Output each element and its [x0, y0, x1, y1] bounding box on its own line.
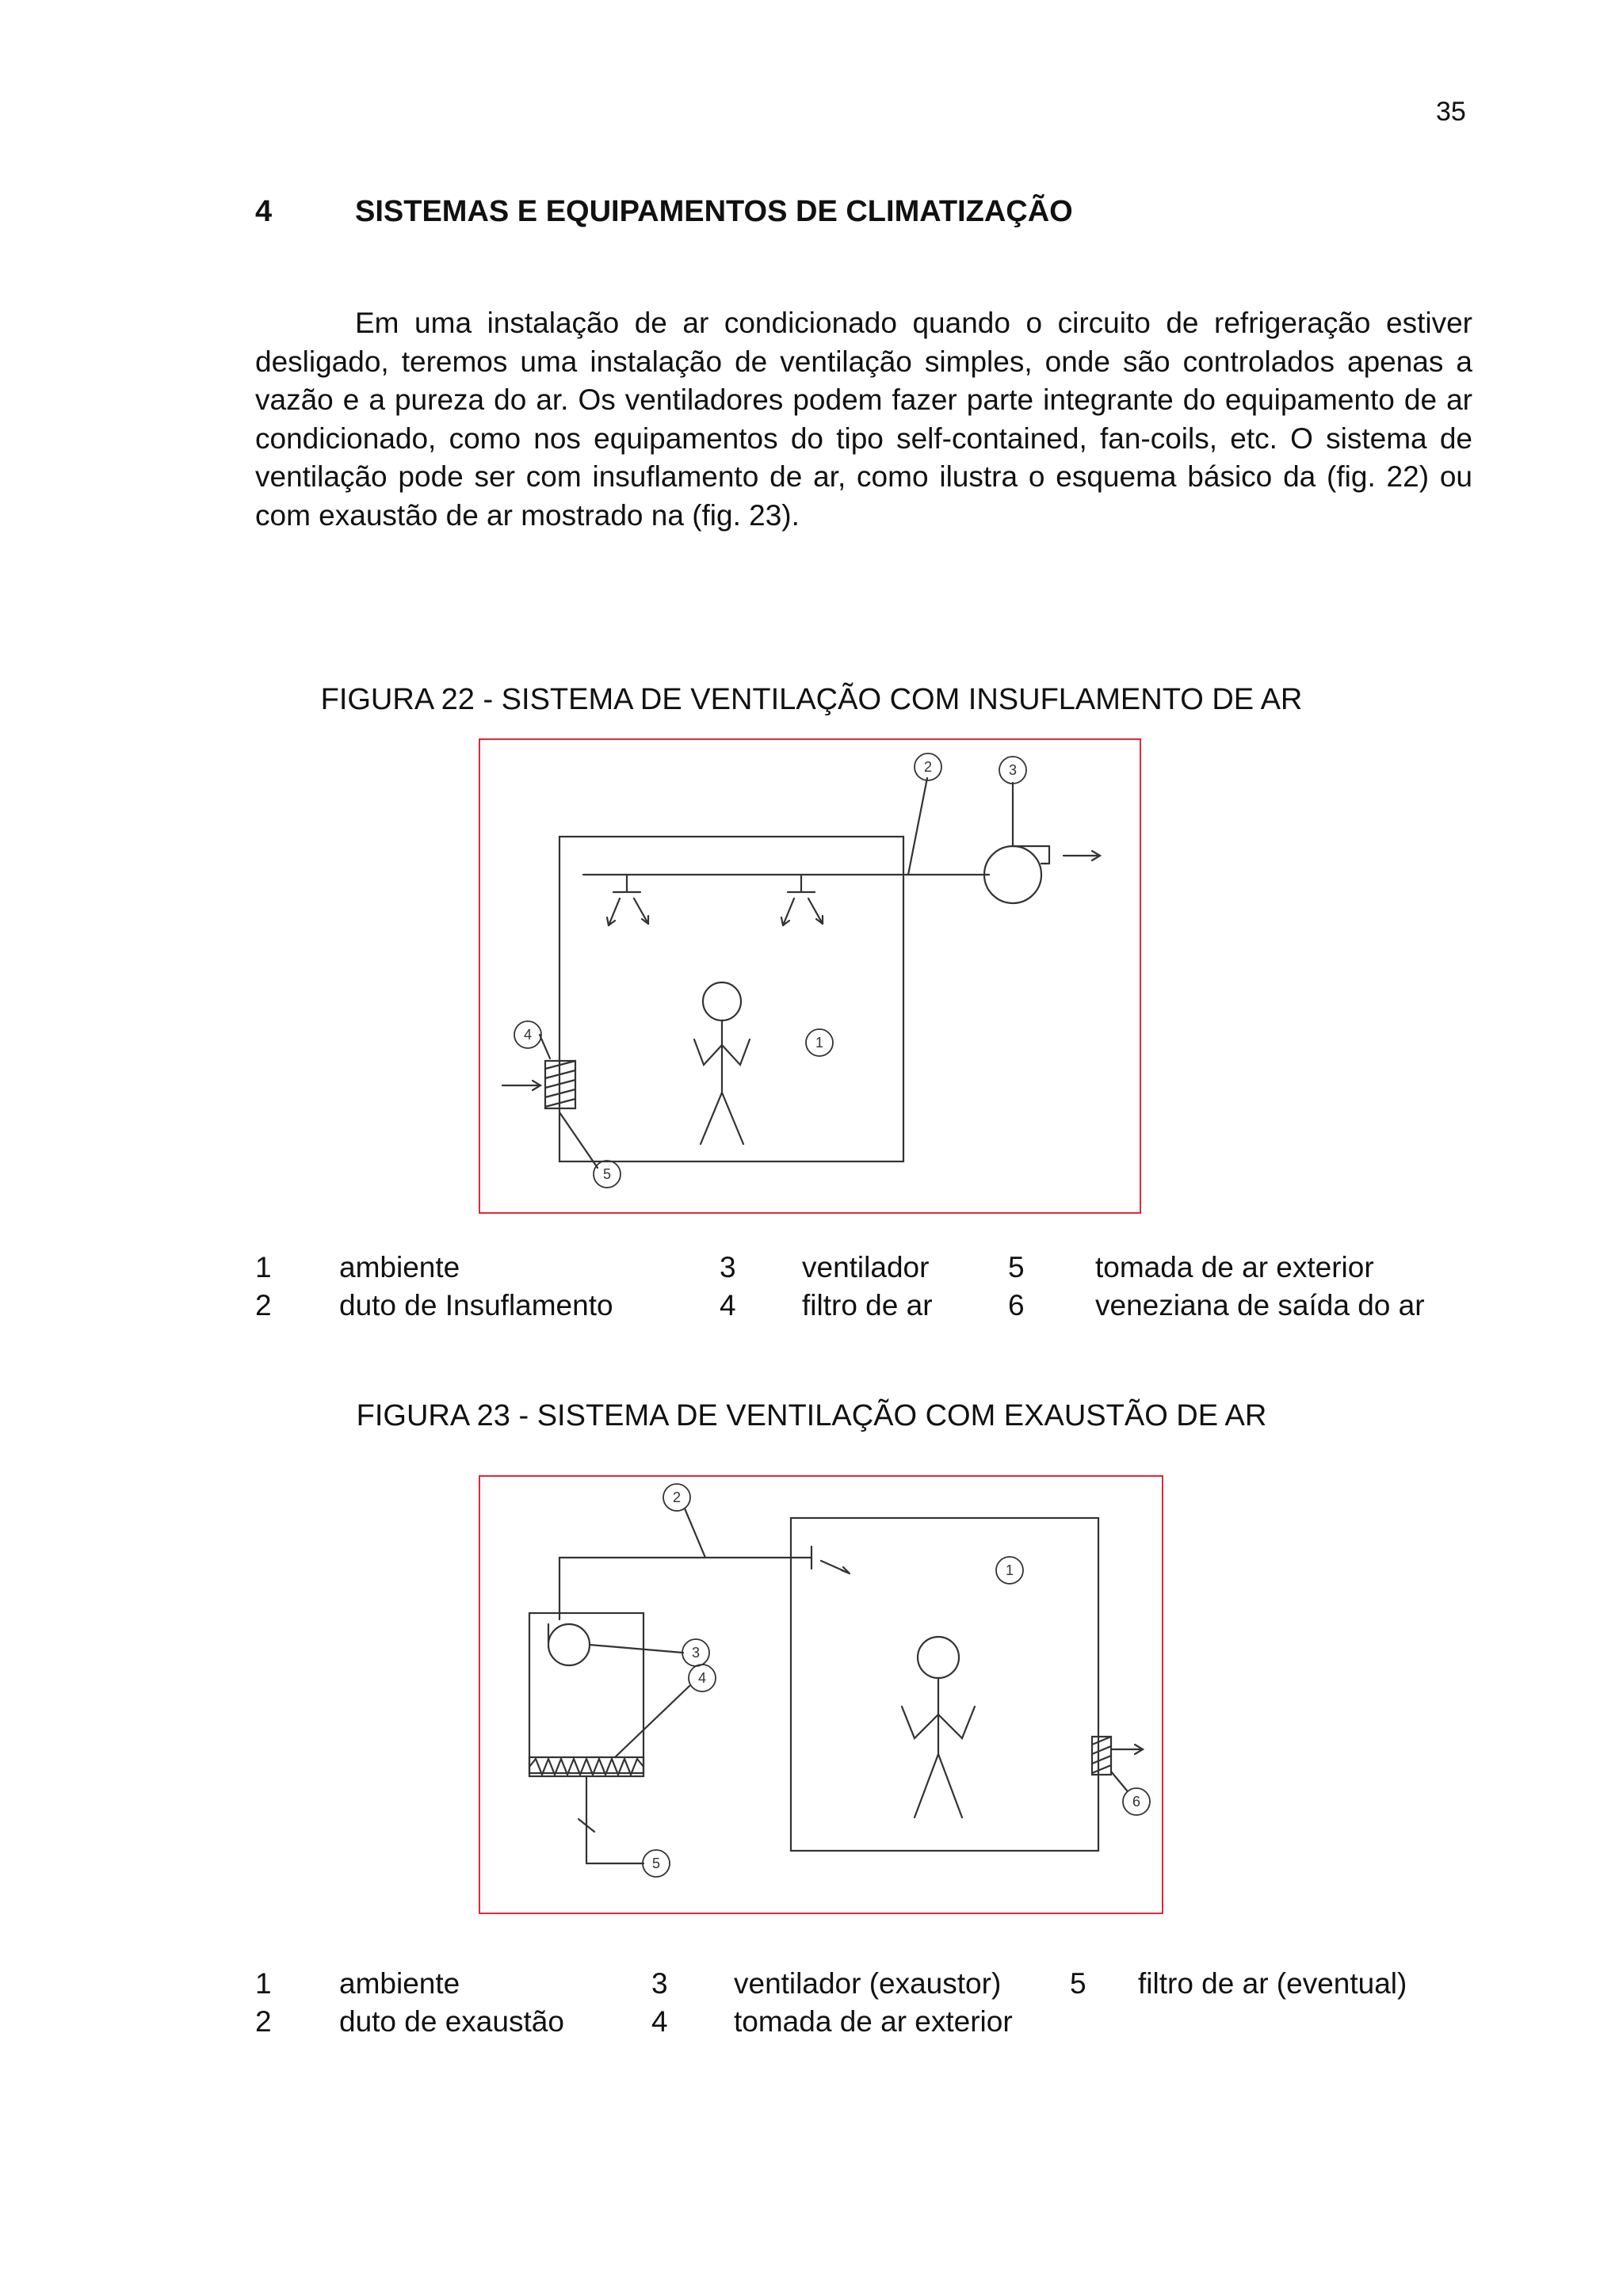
legend-number — [1070, 2003, 1138, 2041]
callout-1-label: 1 — [1005, 1562, 1014, 1578]
figure-23-legend — [255, 1965, 1491, 2041]
legend-label: ambiente — [339, 1251, 460, 1283]
legend-number: 3 — [651, 1967, 668, 2000]
callout-1-label: 1 — [815, 1035, 824, 1051]
legend-label: tomada de ar exterior — [734, 2005, 1013, 2038]
person-icon — [694, 982, 750, 1144]
legend-label: ventilador — [802, 1251, 930, 1283]
callout-4-label: 4 — [523, 1027, 533, 1043]
legend-label: duto de Insuflamento — [339, 1289, 613, 1322]
callout-4-leader — [615, 1686, 689, 1757]
diffuser-right — [781, 875, 823, 925]
callout-3-leader — [590, 1645, 683, 1653]
callout-6-label: 6 — [1132, 1794, 1141, 1810]
intro-paragraph: Em uma instalação de ar condicionado quando o circuito de refrigeração estiver desligado, teremos uma instalação de ventilação simples, onde são controlados apenas a vazão e a pureza do ar. Os ventiladores podem fazer parte integrante do equipamento de ar condicionado, como nos equipamentos do tipo self-contained, fan-coils, etc. O sistema de ventilação pode ser com insuflamento de ar, como ilustra o esquema básico da (fig. 22) ou com exaustão de ar mostrado na (fig. 23). — [255, 307, 1472, 532]
figure-22-svg — [480, 740, 1140, 1212]
figure-22-caption: FIGURA 22 - SISTEMA DE VENTILAÇÃO COM INSUFLAMENTO DE AR — [320, 683, 1303, 716]
page-number: 35 — [1436, 97, 1466, 127]
callout-2-label: 2 — [923, 759, 933, 775]
legend-label: veneziana de saída do ar — [1095, 1289, 1425, 1322]
figure-22-legend — [255, 1249, 1491, 1325]
legend-label: filtro de ar (eventual) — [1138, 1967, 1407, 2000]
legend-number: 4 — [720, 1289, 736, 1322]
callout-2-label: 2 — [672, 1489, 682, 1505]
legend-label: tomada de ar exterior — [1095, 1251, 1374, 1283]
figure-23-caption: FIGURA 23 - SISTEMA DE VENTILAÇÃO COM EXAUSTÃO DE AR — [356, 1399, 1267, 1432]
callout-3-label: 3 — [691, 1645, 701, 1661]
callout-2-leader — [908, 778, 927, 875]
chapter-title: SISTEMAS E EQUIPAMENTOS DE CLIMATIZAÇÃO — [355, 195, 1073, 228]
legend-row — [255, 1965, 1491, 2003]
legend-number: 3 — [720, 1251, 736, 1283]
legend-number: 5 — [1008, 1251, 1025, 1283]
legend-number: 5 — [1070, 1967, 1086, 2000]
figure-23-diagram — [479, 1475, 1163, 1914]
chapter-heading — [255, 195, 1073, 229]
legend-number: 2 — [255, 1289, 272, 1322]
legend-number: 4 — [651, 2005, 668, 2038]
outlet-louver-icon — [1092, 1737, 1143, 1775]
legend-label: duto de exaustão — [339, 2005, 564, 2038]
room-outline — [559, 837, 903, 1161]
callout-5-label: 5 — [602, 1166, 612, 1182]
legend-number: 2 — [255, 2005, 272, 2038]
exhaust-duct — [559, 1558, 812, 1619]
legend-number: 1 — [255, 1967, 272, 2000]
legend-number: 1 — [255, 1251, 272, 1283]
fan-icon — [548, 1624, 590, 1665]
legend-label: filtro de ar — [802, 1289, 933, 1322]
legend-row — [255, 1249, 1491, 1287]
legend-label — [1138, 2003, 1491, 2041]
callout-5-leader — [559, 1112, 598, 1168]
air-filter-icon — [502, 1061, 575, 1108]
person-icon — [902, 1637, 975, 1817]
fan-icon — [984, 846, 1100, 903]
diffuser-left — [607, 875, 648, 925]
legend-number: 6 — [1008, 1289, 1025, 1322]
fan-cabinet — [529, 1613, 643, 1773]
chapter-number: 4 — [255, 195, 273, 228]
callout-4-label: 4 — [697, 1670, 707, 1686]
figure-23-svg — [480, 1477, 1162, 1913]
figure-22-diagram — [479, 738, 1141, 1214]
callout-2-leader — [685, 1508, 705, 1558]
callout-3-label: 3 — [1008, 762, 1018, 778]
callout-6-leader — [1111, 1772, 1127, 1791]
legend-row — [255, 1287, 1491, 1325]
legend-label: ambiente — [339, 1967, 460, 2000]
callout-5-label: 5 — [651, 1855, 661, 1871]
legend-row — [255, 2003, 1491, 2041]
legend-label: ventilador (exaustor) — [734, 1967, 1002, 2000]
